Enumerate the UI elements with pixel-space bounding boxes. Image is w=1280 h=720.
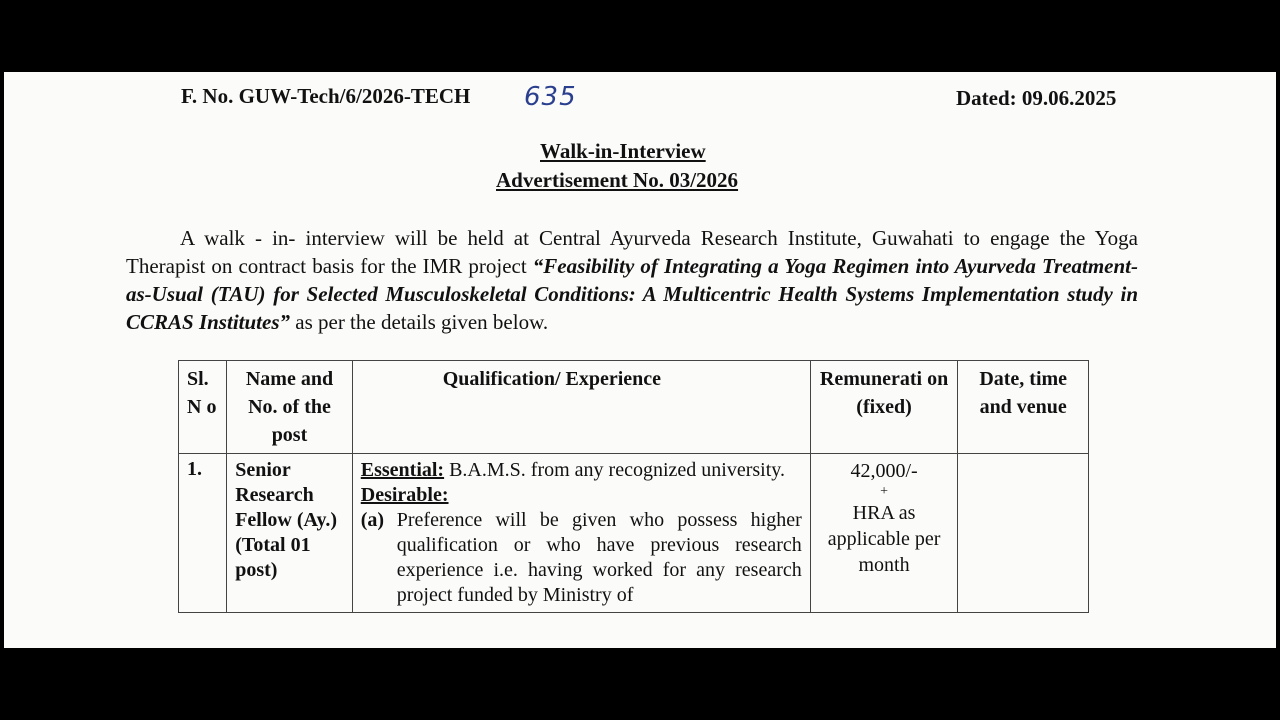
desirable-item-a [361, 508, 802, 608]
essential-text: B.A.M.S. from any recognized university. [444, 459, 785, 481]
row-sl-no: 1. [179, 454, 227, 613]
file-number: F. No. GUW-Tech/6/2026-TECH [181, 84, 471, 108]
remuneration-hra: HRA as applicable per month [827, 502, 941, 576]
intro-text-end: as per the details given below. [290, 310, 549, 334]
header-sl-no: Sl. N o [179, 361, 227, 454]
handwritten-number: 635 [524, 82, 577, 112]
document-date: Dated: 09.06.2025 [956, 86, 1117, 110]
document-page [4, 72, 1276, 648]
header-date-venue: Date, time and venue [958, 361, 1089, 454]
header-remuneration: Remunerati on (fixed) [810, 361, 958, 454]
table-row [179, 454, 1089, 613]
document-title: Walk-in-Interview [540, 139, 706, 163]
row-qualification [352, 454, 810, 613]
row-remuneration [810, 454, 958, 613]
remuneration-amount: 42,000/- [850, 460, 918, 482]
item-a-label: (a) [360, 509, 385, 531]
item-a-text: Preference will be given who possess higher qualification or who have previous research experience i.e. having worked for any research project funded by Ministry of [396, 509, 802, 606]
project-title: “Feasibility of Integrating a Yoga Regimen into Ayurveda Treatment-as-Usual (TAU) for Selected Musculoskeletal Conditions: A Multicentric Health Systems Implementation study in CCRAS Institutes” [126, 254, 1139, 334]
essential-label: Essential: [360, 459, 445, 481]
bottom-black-bar [0, 648, 1280, 720]
header-post-name: Name and No. of the post [227, 361, 353, 454]
table-header-row [179, 361, 1089, 454]
desirable-label: Desirable: [360, 484, 449, 506]
top-black-bar [0, 0, 1280, 72]
advertisement-number: Advertisement No. 03/2026 [496, 168, 739, 192]
intro-text: A walk - in- interview will be held at Central Ayurveda Research Institute, Guwahati to engage the Yoga Therapist on contract basis for the IMR project [126, 226, 1138, 278]
row-post-name: Senior Research Fellow (Ay.) (Total 01 post) [227, 454, 353, 613]
header-qualification: Qualification/ Experience [352, 361, 810, 454]
row-date-venue [958, 454, 1089, 613]
remuneration-plus: + [880, 484, 889, 499]
essential-line [361, 458, 802, 483]
posts-table [178, 360, 1089, 613]
intro-paragraph [126, 224, 1138, 336]
